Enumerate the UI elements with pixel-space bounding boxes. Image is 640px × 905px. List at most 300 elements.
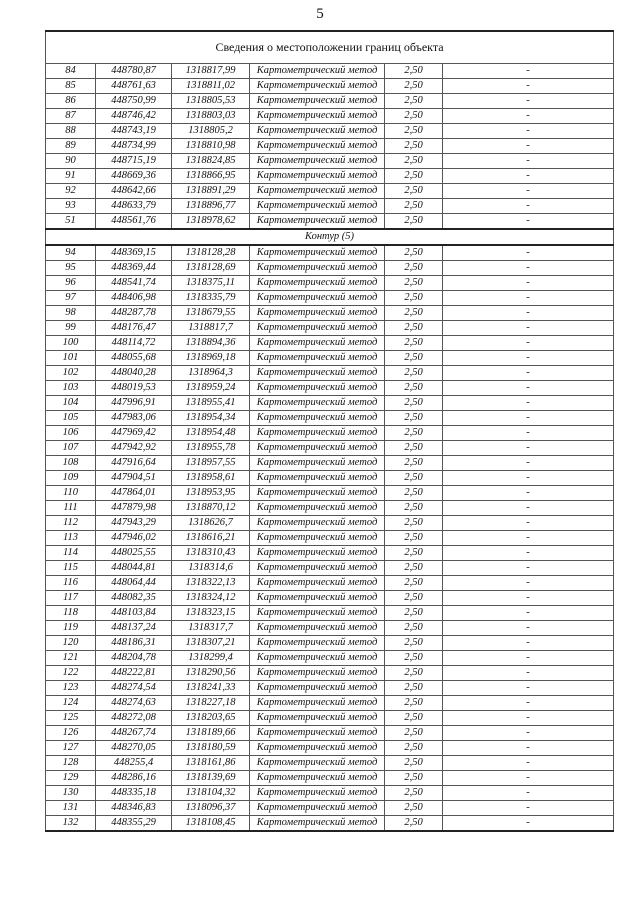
y-coordinate-cell: 1318323,15: [172, 606, 250, 621]
x-coordinate-cell: 447916,64: [96, 456, 172, 471]
method-cell: Картометрический метод: [250, 666, 385, 681]
table-row: [46, 245, 614, 261]
method-cell: Картометрический метод: [250, 576, 385, 591]
table-row: [46, 64, 614, 79]
table-row: [46, 441, 614, 456]
description-cell: -: [443, 726, 614, 741]
method-cell: Картометрический метод: [250, 351, 385, 366]
y-coordinate-cell: 1318128,28: [172, 245, 250, 261]
x-coordinate-cell: 448137,24: [96, 621, 172, 636]
x-coordinate-cell: 447983,06: [96, 411, 172, 426]
accuracy-cell: 2,50: [385, 411, 443, 426]
table-row: [46, 184, 614, 199]
table-row: [46, 801, 614, 816]
y-coordinate-cell: 1318307,21: [172, 636, 250, 651]
y-coordinate-cell: 1318805,2: [172, 124, 250, 139]
accuracy-cell: 2,50: [385, 786, 443, 801]
x-coordinate-cell: 448286,16: [96, 771, 172, 786]
description-cell: -: [443, 306, 614, 321]
method-cell: Картометрический метод: [250, 336, 385, 351]
section-title: Сведения о местоположении границ объекта: [46, 31, 614, 64]
accuracy-cell: 2,50: [385, 576, 443, 591]
point-number-cell: 122: [46, 666, 96, 681]
method-cell: Картометрический метод: [250, 756, 385, 771]
description-cell: -: [443, 351, 614, 366]
table-row: [46, 816, 614, 832]
description-cell: -: [443, 621, 614, 636]
description-cell: -: [443, 169, 614, 184]
x-coordinate-cell: 448355,29: [96, 816, 172, 832]
x-coordinate-cell: 448761,63: [96, 79, 172, 94]
x-coordinate-cell: 447942,92: [96, 441, 172, 456]
description-cell: -: [443, 456, 614, 471]
method-cell: Картометрический метод: [250, 396, 385, 411]
x-coordinate-cell: 448176,47: [96, 321, 172, 336]
point-number-cell: 93: [46, 199, 96, 214]
point-number-cell: 106: [46, 426, 96, 441]
y-coordinate-cell: 1318958,61: [172, 471, 250, 486]
point-number-cell: 118: [46, 606, 96, 621]
description-cell: -: [443, 651, 614, 666]
description-cell: -: [443, 516, 614, 531]
method-cell: Картометрический метод: [250, 441, 385, 456]
x-coordinate-cell: 448669,36: [96, 169, 172, 184]
method-cell: Картометрический метод: [250, 79, 385, 94]
x-coordinate-cell: 448369,44: [96, 261, 172, 276]
accuracy-cell: 2,50: [385, 199, 443, 214]
y-coordinate-cell: 1318324,12: [172, 591, 250, 606]
x-coordinate-cell: 448346,83: [96, 801, 172, 816]
description-cell: -: [443, 109, 614, 124]
accuracy-cell: 2,50: [385, 154, 443, 169]
y-coordinate-cell: 1318817,99: [172, 64, 250, 79]
accuracy-cell: 2,50: [385, 711, 443, 726]
accuracy-cell: 2,50: [385, 381, 443, 396]
method-cell: Картометрический метод: [250, 199, 385, 214]
table-row: [46, 261, 614, 276]
x-coordinate-cell: 448561,76: [96, 214, 172, 230]
point-number-cell: 127: [46, 741, 96, 756]
accuracy-cell: 2,50: [385, 396, 443, 411]
y-coordinate-cell: 1318894,36: [172, 336, 250, 351]
table-row: [46, 471, 614, 486]
accuracy-cell: 2,50: [385, 636, 443, 651]
accuracy-cell: 2,50: [385, 726, 443, 741]
method-cell: Картометрический метод: [250, 696, 385, 711]
table-row: [46, 154, 614, 169]
point-number-cell: 96: [46, 276, 96, 291]
point-number-cell: 115: [46, 561, 96, 576]
y-coordinate-cell: 1318954,48: [172, 426, 250, 441]
y-coordinate-cell: 1318891,29: [172, 184, 250, 199]
method-cell: Картометрический метод: [250, 546, 385, 561]
method-cell: Картометрический метод: [250, 139, 385, 154]
method-cell: Картометрический метод: [250, 214, 385, 230]
table-row: [46, 214, 614, 230]
description-cell: -: [443, 184, 614, 199]
point-number-cell: 132: [46, 816, 96, 832]
accuracy-cell: 2,50: [385, 771, 443, 786]
table-row: [46, 591, 614, 606]
point-number-cell: 119: [46, 621, 96, 636]
table-row: [46, 306, 614, 321]
accuracy-cell: 2,50: [385, 546, 443, 561]
table-row: [46, 94, 614, 109]
description-cell: -: [443, 411, 614, 426]
page-number: 5: [316, 6, 324, 22]
description-cell: -: [443, 666, 614, 681]
table-row: [46, 139, 614, 154]
accuracy-cell: 2,50: [385, 79, 443, 94]
point-number-cell: 90: [46, 154, 96, 169]
table-row: [46, 726, 614, 741]
method-cell: Картометрический метод: [250, 741, 385, 756]
description-cell: -: [443, 741, 614, 756]
y-coordinate-cell: 1318314,6: [172, 561, 250, 576]
table-row: [46, 546, 614, 561]
point-number-cell: 86: [46, 94, 96, 109]
method-cell: Картометрический метод: [250, 711, 385, 726]
accuracy-cell: 2,50: [385, 321, 443, 336]
y-coordinate-cell: 1318978,62: [172, 214, 250, 230]
table-row: [46, 351, 614, 366]
y-coordinate-cell: 1318335,79: [172, 291, 250, 306]
y-coordinate-cell: 1318896,77: [172, 199, 250, 214]
method-cell: Картометрический метод: [250, 591, 385, 606]
y-coordinate-cell: 1318104,32: [172, 786, 250, 801]
y-coordinate-cell: 1318626,7: [172, 516, 250, 531]
method-cell: Картометрический метод: [250, 109, 385, 124]
point-number-cell: 104: [46, 396, 96, 411]
point-number-cell: 116: [46, 576, 96, 591]
table-row: [46, 321, 614, 336]
y-coordinate-cell: 1318290,56: [172, 666, 250, 681]
x-coordinate-cell: 447904,51: [96, 471, 172, 486]
method-cell: Картометрический метод: [250, 64, 385, 79]
description-cell: -: [443, 261, 614, 276]
accuracy-cell: 2,50: [385, 696, 443, 711]
y-coordinate-cell: 1318811,02: [172, 79, 250, 94]
method-cell: Картометрический метод: [250, 606, 385, 621]
y-coordinate-cell: 1318189,66: [172, 726, 250, 741]
table-row: [46, 124, 614, 139]
x-coordinate-cell: 448222,81: [96, 666, 172, 681]
y-coordinate-cell: 1318310,43: [172, 546, 250, 561]
point-number-cell: 130: [46, 786, 96, 801]
description-cell: -: [443, 561, 614, 576]
method-cell: Картометрический метод: [250, 501, 385, 516]
table-row: [46, 109, 614, 124]
point-number-cell: 84: [46, 64, 96, 79]
description-cell: -: [443, 79, 614, 94]
point-number-cell: 51: [46, 214, 96, 230]
accuracy-cell: 2,50: [385, 531, 443, 546]
table-row: [46, 336, 614, 351]
y-coordinate-cell: 1318870,12: [172, 501, 250, 516]
point-number-cell: 111: [46, 501, 96, 516]
accuracy-cell: 2,50: [385, 741, 443, 756]
accuracy-cell: 2,50: [385, 591, 443, 606]
x-coordinate-cell: 447996,91: [96, 396, 172, 411]
y-coordinate-cell: 1318955,78: [172, 441, 250, 456]
point-number-cell: 91: [46, 169, 96, 184]
accuracy-cell: 2,50: [385, 501, 443, 516]
accuracy-cell: 2,50: [385, 184, 443, 199]
point-number-cell: 120: [46, 636, 96, 651]
boundary-coordinates-table: [45, 30, 614, 832]
method-cell: Картометрический метод: [250, 381, 385, 396]
table-row: [46, 711, 614, 726]
point-number-cell: 131: [46, 801, 96, 816]
accuracy-cell: 2,50: [385, 426, 443, 441]
accuracy-cell: 2,50: [385, 756, 443, 771]
y-coordinate-cell: 1318953,95: [172, 486, 250, 501]
description-cell: -: [443, 681, 614, 696]
method-cell: Картометрический метод: [250, 621, 385, 636]
y-coordinate-cell: 1318969,18: [172, 351, 250, 366]
point-number-cell: 87: [46, 109, 96, 124]
x-coordinate-cell: 448406,98: [96, 291, 172, 306]
method-cell: Картометрический метод: [250, 636, 385, 651]
accuracy-cell: 2,50: [385, 561, 443, 576]
description-cell: -: [443, 396, 614, 411]
accuracy-cell: 2,50: [385, 606, 443, 621]
method-cell: Картометрический метод: [250, 306, 385, 321]
method-cell: Картометрический метод: [250, 771, 385, 786]
description-cell: -: [443, 124, 614, 139]
method-cell: Картометрический метод: [250, 291, 385, 306]
point-number-cell: 121: [46, 651, 96, 666]
accuracy-cell: 2,50: [385, 94, 443, 109]
table-row: [46, 786, 614, 801]
table-row: [46, 681, 614, 696]
description-cell: -: [443, 139, 614, 154]
accuracy-cell: 2,50: [385, 801, 443, 816]
description-cell: -: [443, 786, 614, 801]
accuracy-cell: 2,50: [385, 666, 443, 681]
table-row: [46, 169, 614, 184]
description-cell: -: [443, 591, 614, 606]
y-coordinate-cell: 1318227,18: [172, 696, 250, 711]
point-number-cell: 88: [46, 124, 96, 139]
accuracy-cell: 2,50: [385, 441, 443, 456]
table-row: [46, 696, 614, 711]
table-row: [46, 666, 614, 681]
x-coordinate-cell: 448040,28: [96, 366, 172, 381]
method-cell: Картометрический метод: [250, 456, 385, 471]
accuracy-cell: 2,50: [385, 276, 443, 291]
description-cell: -: [443, 336, 614, 351]
method-cell: Картометрический метод: [250, 261, 385, 276]
table-row: [46, 199, 614, 214]
point-number-cell: 85: [46, 79, 96, 94]
x-coordinate-cell: 447943,29: [96, 516, 172, 531]
table-row: [46, 291, 614, 306]
point-number-cell: 109: [46, 471, 96, 486]
point-number-cell: 94: [46, 245, 96, 261]
point-number-cell: 101: [46, 351, 96, 366]
x-coordinate-cell: 448642,66: [96, 184, 172, 199]
point-number-cell: 97: [46, 291, 96, 306]
description-cell: -: [443, 636, 614, 651]
y-coordinate-cell: 1318964,3: [172, 366, 250, 381]
y-coordinate-cell: 1318957,55: [172, 456, 250, 471]
table-row: [46, 381, 614, 396]
description-cell: -: [443, 441, 614, 456]
description-cell: -: [443, 291, 614, 306]
accuracy-cell: 2,50: [385, 516, 443, 531]
y-coordinate-cell: 1318322,13: [172, 576, 250, 591]
description-cell: -: [443, 816, 614, 832]
description-cell: -: [443, 501, 614, 516]
description-cell: -: [443, 606, 614, 621]
y-coordinate-cell: 1318108,45: [172, 816, 250, 832]
description-cell: -: [443, 801, 614, 816]
x-coordinate-cell: 448270,05: [96, 741, 172, 756]
x-coordinate-cell: 448272,08: [96, 711, 172, 726]
description-cell: -: [443, 471, 614, 486]
accuracy-cell: 2,50: [385, 245, 443, 261]
method-cell: Картометрический метод: [250, 169, 385, 184]
contour-header-row: [46, 229, 614, 245]
x-coordinate-cell: 448715,19: [96, 154, 172, 169]
description-cell: -: [443, 245, 614, 261]
accuracy-cell: 2,50: [385, 124, 443, 139]
point-number-cell: 102: [46, 366, 96, 381]
method-cell: Картометрический метод: [250, 245, 385, 261]
y-coordinate-cell: 1318959,24: [172, 381, 250, 396]
y-coordinate-cell: 1318810,98: [172, 139, 250, 154]
method-cell: Картометрический метод: [250, 786, 385, 801]
description-cell: -: [443, 426, 614, 441]
y-coordinate-cell: 1318824,85: [172, 154, 250, 169]
table-row: [46, 411, 614, 426]
point-number-cell: 99: [46, 321, 96, 336]
method-cell: Картометрический метод: [250, 486, 385, 501]
accuracy-cell: 2,50: [385, 291, 443, 306]
x-coordinate-cell: 448541,74: [96, 276, 172, 291]
x-coordinate-cell: 448335,18: [96, 786, 172, 801]
table-row: [46, 651, 614, 666]
method-cell: Картометрический метод: [250, 366, 385, 381]
table-row: [46, 606, 614, 621]
point-number-cell: 108: [46, 456, 96, 471]
x-coordinate-cell: 448369,15: [96, 245, 172, 261]
table-row: [46, 621, 614, 636]
point-number-cell: 98: [46, 306, 96, 321]
point-number-cell: 110: [46, 486, 96, 501]
y-coordinate-cell: 1318817,7: [172, 321, 250, 336]
y-coordinate-cell: 1318241,33: [172, 681, 250, 696]
description-cell: -: [443, 199, 614, 214]
table-row: [46, 366, 614, 381]
point-number-cell: 128: [46, 756, 96, 771]
accuracy-cell: 2,50: [385, 681, 443, 696]
accuracy-cell: 2,50: [385, 366, 443, 381]
y-coordinate-cell: 1318299,4: [172, 651, 250, 666]
accuracy-cell: 2,50: [385, 109, 443, 124]
x-coordinate-cell: 448267,74: [96, 726, 172, 741]
x-coordinate-cell: 448274,63: [96, 696, 172, 711]
y-coordinate-cell: 1318679,55: [172, 306, 250, 321]
table-row: [46, 276, 614, 291]
table-row: [46, 576, 614, 591]
x-coordinate-cell: 448204,78: [96, 651, 172, 666]
x-coordinate-cell: 448082,35: [96, 591, 172, 606]
method-cell: Картометрический метод: [250, 276, 385, 291]
method-cell: Картометрический метод: [250, 681, 385, 696]
point-number-cell: 114: [46, 546, 96, 561]
rows-after-contour: [46, 245, 614, 831]
point-number-cell: 89: [46, 139, 96, 154]
x-coordinate-cell: 447864,01: [96, 486, 172, 501]
x-coordinate-cell: 448734,99: [96, 139, 172, 154]
y-coordinate-cell: 1318317,7: [172, 621, 250, 636]
x-coordinate-cell: 448114,72: [96, 336, 172, 351]
method-cell: Картометрический метод: [250, 801, 385, 816]
accuracy-cell: 2,50: [385, 169, 443, 184]
y-coordinate-cell: 1318180,59: [172, 741, 250, 756]
description-cell: -: [443, 531, 614, 546]
x-coordinate-cell: 448743,19: [96, 124, 172, 139]
accuracy-cell: 2,50: [385, 64, 443, 79]
method-cell: Картометрический метод: [250, 651, 385, 666]
accuracy-cell: 2,50: [385, 471, 443, 486]
x-coordinate-cell: 448633,79: [96, 199, 172, 214]
x-coordinate-cell: 448255,4: [96, 756, 172, 771]
point-number-cell: 112: [46, 516, 96, 531]
x-coordinate-cell: 448055,68: [96, 351, 172, 366]
y-coordinate-cell: 1318203,65: [172, 711, 250, 726]
accuracy-cell: 2,50: [385, 261, 443, 276]
accuracy-cell: 2,50: [385, 651, 443, 666]
contour-header-group: [46, 229, 614, 245]
y-coordinate-cell: 1318616,21: [172, 531, 250, 546]
point-number-cell: 126: [46, 726, 96, 741]
y-coordinate-cell: 1318096,37: [172, 801, 250, 816]
x-coordinate-cell: 448044,81: [96, 561, 172, 576]
description-cell: -: [443, 64, 614, 79]
point-number-cell: 92: [46, 184, 96, 199]
description-cell: -: [443, 214, 614, 230]
description-cell: -: [443, 546, 614, 561]
method-cell: Картометрический метод: [250, 816, 385, 832]
table-row: [46, 636, 614, 651]
description-cell: -: [443, 154, 614, 169]
method-cell: Картометрический метод: [250, 321, 385, 336]
x-coordinate-cell: 448287,78: [96, 306, 172, 321]
description-cell: -: [443, 94, 614, 109]
x-coordinate-cell: 448064,44: [96, 576, 172, 591]
table-row: [46, 501, 614, 516]
accuracy-cell: 2,50: [385, 456, 443, 471]
table-row: [46, 456, 614, 471]
y-coordinate-cell: 1318803,03: [172, 109, 250, 124]
point-number-cell: 129: [46, 771, 96, 786]
accuracy-cell: 2,50: [385, 486, 443, 501]
method-cell: Картометрический метод: [250, 561, 385, 576]
description-cell: -: [443, 756, 614, 771]
description-cell: -: [443, 381, 614, 396]
point-number-cell: 117: [46, 591, 96, 606]
table-row: [46, 426, 614, 441]
point-number-cell: 124: [46, 696, 96, 711]
accuracy-cell: 2,50: [385, 306, 443, 321]
point-number-cell: 113: [46, 531, 96, 546]
point-number-cell: 100: [46, 336, 96, 351]
accuracy-cell: 2,50: [385, 336, 443, 351]
y-coordinate-cell: 1318805,53: [172, 94, 250, 109]
